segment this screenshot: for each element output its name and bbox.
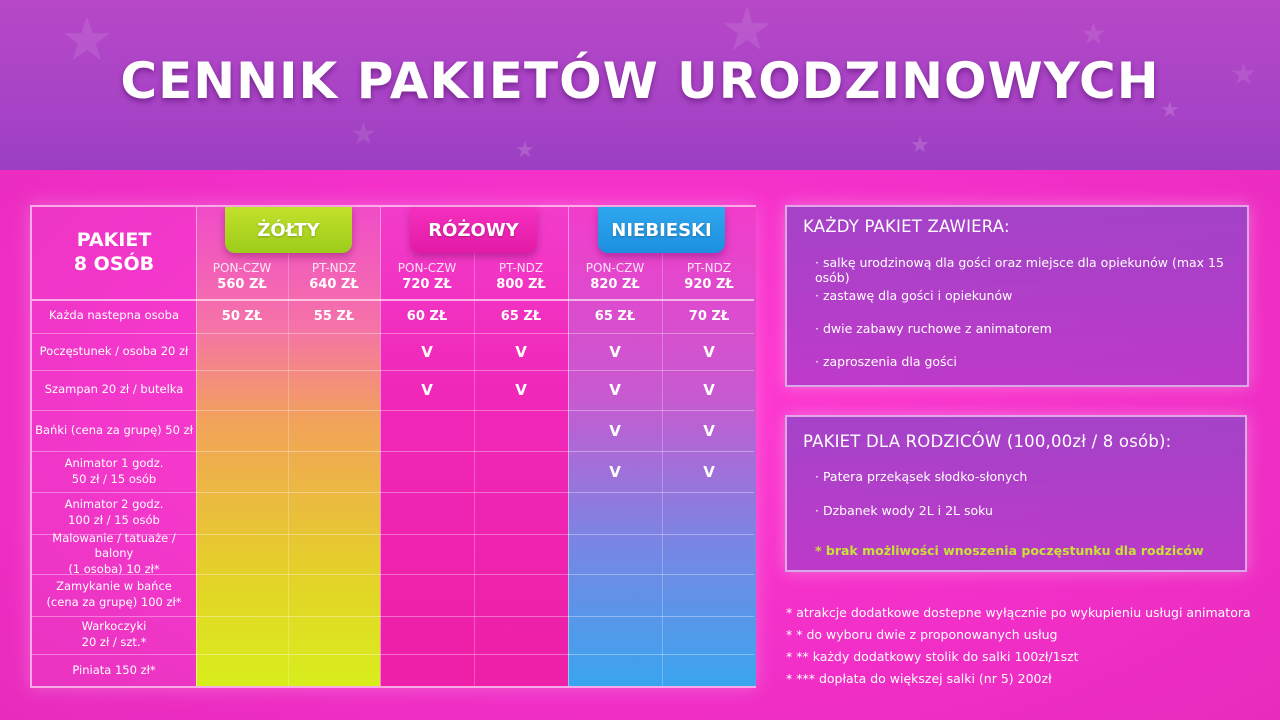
price-cell (196, 574, 288, 616)
base-price: 920 ZŁ (684, 276, 734, 292)
blue-weekend-header (662, 261, 756, 293)
package-size-line2: 8 OSÓB (73, 253, 155, 275)
star-decoration-icon: ★ (1230, 57, 1257, 92)
price-cell (568, 574, 662, 616)
included-item: · zastawę dla gości i opiekunów (815, 288, 1012, 303)
base-price: 820 ZŁ (590, 276, 640, 292)
price-cell (288, 370, 380, 410)
price-cell (380, 534, 474, 574)
star-decoration-icon: ★ (60, 5, 114, 75)
price-cell (474, 492, 568, 534)
parents-package-title: PAKIET DLA RODZICÓW (100,00zł / 8 osób): (803, 432, 1172, 451)
included-check: V (609, 342, 621, 361)
row-label: Szampan 20 zł / butelka (44, 382, 184, 397)
price-cell (662, 616, 756, 654)
price-cell (196, 534, 288, 574)
included-check: V (515, 381, 527, 399)
day-range-label: PT-NDZ (498, 261, 544, 275)
price-cell (380, 451, 474, 492)
price-cell: 70 ZŁ (688, 308, 730, 324)
price-cell (196, 370, 288, 410)
price-cell (474, 410, 568, 451)
star-decoration-icon: ★ (515, 138, 535, 163)
base-price: 800 ZŁ (496, 276, 546, 292)
included-check: V (703, 342, 715, 361)
included-check: V (703, 381, 715, 399)
footnote: * * do wyboru dwie z proponowanych usług (786, 627, 1058, 642)
price-cell (474, 616, 568, 654)
price-cell (196, 654, 288, 688)
price-cell (474, 534, 568, 574)
included-check: V (421, 342, 433, 361)
price-cell (288, 574, 380, 616)
included-check: V (703, 462, 715, 481)
price-cell: 65 ZŁ (500, 308, 542, 324)
included-items-panel (785, 205, 1249, 387)
star-decoration-icon: ★ (1080, 17, 1107, 52)
base-price: 720 ZŁ (402, 276, 452, 292)
price-cell (288, 492, 380, 534)
price-cell (288, 451, 380, 492)
day-range-label: PT-NDZ (686, 261, 732, 275)
star-decoration-icon: ★ (1160, 98, 1180, 123)
pink-weekend-header (474, 261, 568, 293)
footnote: * ** każdy dodatkowy stolik do salki 100zł/1szt (786, 649, 1079, 664)
price-cell (380, 492, 474, 534)
row-label: Piniata 150 zł* (72, 663, 156, 678)
price-cell (196, 492, 288, 534)
blue-package-badge: NIEBIESKI (598, 207, 725, 253)
pink-package-badge: RÓŻOWY (410, 207, 537, 253)
row-label: Każda nastepna osoba (48, 308, 180, 323)
star-decoration-icon: ★ (350, 117, 377, 152)
included-check: V (609, 462, 621, 481)
price-cell (196, 333, 288, 370)
price-cell (288, 534, 380, 574)
yellow-weekday-header (196, 261, 288, 293)
price-cell (662, 574, 756, 616)
star-decoration-icon: ★ (910, 133, 930, 158)
price-cell (196, 410, 288, 451)
included-check: V (421, 381, 433, 399)
price-cell (568, 654, 662, 688)
pink-weekday-header (380, 261, 474, 293)
price-cell (568, 492, 662, 534)
row-label: Warkoczyki 20 zł / szt.* (81, 619, 147, 649)
row-label: Zamykanie w bańce (cena za grupę) 100 zł* (46, 579, 182, 609)
price-cell (662, 534, 756, 574)
included-items-title: KAŻDY PAKIET ZAWIERA: (803, 217, 1010, 236)
yellow-package-badge: ŻÓŁTY (225, 207, 352, 253)
row-label: Animator 1 godz. 50 zł / 15 osób (64, 455, 164, 486)
price-cell (196, 616, 288, 654)
price-cell (380, 574, 474, 616)
day-range-label: PON-CZW (212, 261, 272, 275)
package-size-line1: PAKIET (76, 229, 152, 252)
included-item: · dwie zabawy ruchowe z animatorem (815, 321, 1052, 336)
included-item: · salkę urodzinową dla gości oraz miejsce dla opiekunów (max 15 osób) (815, 255, 1247, 285)
price-cell: 60 ZŁ (406, 308, 448, 324)
price-cell: 65 ZŁ (594, 308, 636, 324)
included-item: · zaproszenia dla gości (815, 354, 957, 369)
yellow-weekend-header (288, 261, 380, 293)
price-cell (568, 616, 662, 654)
price-cell (196, 451, 288, 492)
blue-weekday-header (568, 261, 662, 293)
price-cell (288, 654, 380, 688)
parents-package-note: * brak możliwości wnoszenia poczęstunku dla rodziców (815, 543, 1204, 558)
price-cell (474, 451, 568, 492)
day-range-label: PT-NDZ (311, 261, 357, 275)
base-price: 560 ZŁ (217, 276, 267, 292)
parents-package-panel (785, 415, 1247, 572)
price-cell (288, 616, 380, 654)
price-cell (380, 410, 474, 451)
price-cell (568, 534, 662, 574)
price-cell (662, 492, 756, 534)
price-cell (288, 410, 380, 451)
parents-package-item: · Dzbanek wody 2L i 2L soku (815, 503, 993, 518)
footnote: * atrakcje dodatkowe dostepne wyłącznie po wykupieniu usługi animatora (786, 605, 1251, 620)
day-range-label: PON-CZW (397, 261, 457, 275)
price-table (30, 205, 756, 688)
price-cell: 50 ZŁ (221, 308, 263, 324)
price-cell (474, 574, 568, 616)
price-cell: 55 ZŁ (313, 308, 355, 324)
included-check: V (609, 421, 621, 440)
base-price: 640 ZŁ (309, 276, 359, 292)
price-cell (474, 654, 568, 688)
page-title: CENNIK PAKIETÓW URODZINOWYCH (120, 52, 1160, 110)
price-cell (380, 654, 474, 688)
row-label: Malowanie / tatuaże / balony (1 osoba) 10 zł* (52, 530, 176, 576)
star-decoration-icon: ★ (720, 0, 774, 65)
day-range-label: PON-CZW (585, 261, 645, 275)
footnote: * *** dopłata do większej salki (nr 5) 200zł (786, 671, 1052, 686)
price-cell (662, 654, 756, 688)
included-check: V (703, 421, 715, 440)
row-label: Bańki (cena za grupę) 50 zł (35, 422, 193, 437)
package-size-header (32, 207, 196, 299)
price-cell (288, 333, 380, 370)
row-label: Animator 2 godz. 100 zł / 15 osób (64, 497, 164, 527)
parents-package-item: · Patera przekąsek słodko-słonych (815, 469, 1027, 484)
included-check: V (515, 342, 527, 361)
price-cell (380, 616, 474, 654)
row-label: Poczęstunek / osoba 20 zł (39, 343, 189, 358)
included-check: V (609, 381, 621, 399)
